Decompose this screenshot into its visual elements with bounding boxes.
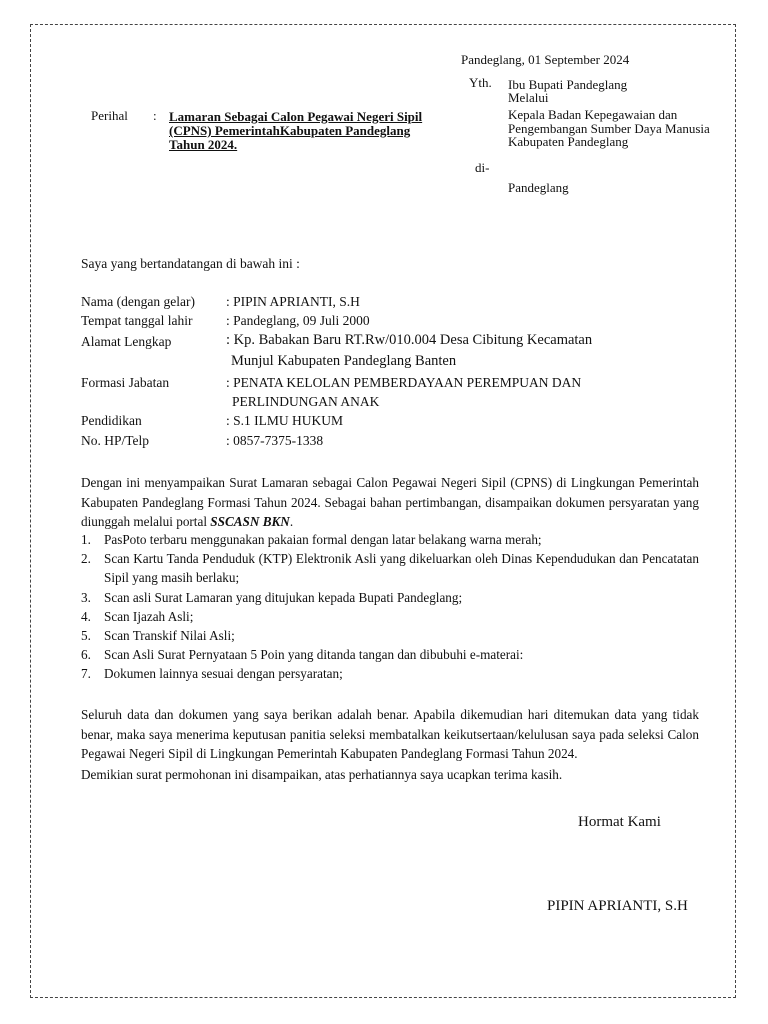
list-item xyxy=(81,626,699,645)
body-paragraph-2: Seluruh data dan dokumen yang saya berikan adalah benar. Apabila dikemudian hari ditemukan data yang tidak benar, maka saya menerima keputusan panitia seleksi membatalkan keikutsertaan/kelulusan saya pada seleksi Calon Pegawai Negeri Sipil di Lingkungan Pemerintah Kabupaten Pandeglang Formasi Tahun 2024. xyxy=(81,707,699,761)
name-label: Nama (dengan gelar) xyxy=(81,294,195,309)
education-label: Pendidikan xyxy=(81,413,142,428)
list-text: Scan asli Surat Lamaran yang ditujukan kepada Bupati Pandeglang; xyxy=(104,589,463,605)
list-number: 7. xyxy=(81,666,91,682)
list-item xyxy=(81,607,699,626)
list-number: 2. xyxy=(81,551,91,567)
list-item xyxy=(81,530,699,549)
birth-label: Tempat tanggal lahir xyxy=(81,313,193,328)
document-list xyxy=(81,530,699,684)
list-item xyxy=(81,645,699,664)
list-number: 5. xyxy=(81,628,91,644)
list-text: Scan Transkif Nilai Asli; xyxy=(104,628,235,644)
list-item xyxy=(81,664,699,683)
formation-label: Formasi Jabatan xyxy=(81,375,170,390)
subject-line-3: Tahun 2024. xyxy=(169,137,238,152)
list-number: 6. xyxy=(81,647,91,663)
list-text: Dokumen lainnya sesuai dengan persyaratan; xyxy=(104,666,343,682)
recipient-line-2: Melalui xyxy=(508,90,549,105)
list-number: 4. xyxy=(81,608,91,624)
formation-value-line-1: : PENATA KELOLAN PEMBERDAYAAN PEREMPUAN DAN xyxy=(226,375,582,390)
list-item xyxy=(81,588,699,607)
list-item xyxy=(81,549,699,587)
list-text: Scan Kartu Tanda Penduduk (KTP) Elektronik Asli yang dikeluarkan oleh Dinas Kependudukan dan Pencatatan Sipil yang masih berlaku; xyxy=(104,551,699,586)
subject-label: Perihal xyxy=(91,108,128,123)
list-number: 1. xyxy=(81,532,91,547)
paragraph-1-text: Dengan ini menyampaikan Surat Lamaran sebagai Calon Pegawai Negeri Sipil (CPNS) di Lingkungan Pemerintah Kabupaten Pandeglang Formasi Tahun 2024. Sebagai bahan pertimbangan, disampaikan dokumen persyaratan yang diunggah melalui portal xyxy=(81,475,699,529)
recipient-city: Pandeglang xyxy=(508,180,569,195)
yth-label: Yth. xyxy=(469,75,492,90)
list-text: Scan Ijazah Asli; xyxy=(104,608,194,624)
phone-label: No. HP/Telp xyxy=(81,433,150,448)
paragraph-1-end: . xyxy=(289,514,294,529)
signature-salutation: Hormat Kami xyxy=(578,814,661,830)
name-value: : PIPIN APRIANTI, S.H xyxy=(226,294,360,309)
address-value-line-1: : Kp. Babakan Baru RT.Rw/010.004 Desa Cibitung Kecamatan xyxy=(226,332,593,348)
recipient-line-4: Pengembangan Sumber Daya Manusia xyxy=(508,121,710,136)
subject-line-1: Lamaran Sebagai Calon Pegawai Negeri Sipil xyxy=(169,109,423,124)
di-label: di- xyxy=(475,160,490,175)
education-value: : S.1 ILMU HUKUM xyxy=(226,413,344,428)
phone-value: : 0857-7375-1338 xyxy=(226,433,324,448)
address-value-line-2: Munjul Kabupaten Pandeglang Banten xyxy=(231,353,457,369)
list-text: PasPoto terbaru menggunakan pakaian formal dengan latar belakang warna merah; xyxy=(104,532,542,547)
intro-text: Saya yang bertandatangan di bawah ini : xyxy=(81,256,300,271)
address-label: Alamat Lengkap xyxy=(81,334,172,349)
birth-value: : Pandeglang, 09 Juli 2000 xyxy=(226,313,370,328)
list-number: 3. xyxy=(81,589,91,605)
list-text: Scan Asli Surat Pernyataan 5 Poin yang ditanda tangan dan dibubuhi e-materai: xyxy=(104,647,524,663)
body-paragraph-1 xyxy=(81,473,699,532)
recipient-line-1: Ibu Bupati Pandeglang xyxy=(508,77,628,92)
subject-colon: : xyxy=(153,108,157,123)
recipient-line-3: Kepala Badan Kepegawaian dan xyxy=(508,107,678,122)
portal-name: SSCASN BKN xyxy=(210,514,290,529)
place-date: Pandeglang, 01 September 2024 xyxy=(461,52,630,67)
signature-name: PIPIN APRIANTI, S.H xyxy=(547,898,688,914)
closing-text: Demikian surat permohonan ini disampaikan, atas perhatiannya saya ucapkan terima kasih. xyxy=(81,767,563,782)
subject-line-2: (CPNS) PemerintahKabupaten Pandeglang xyxy=(169,123,411,138)
recipient-line-5: Kabupaten Pandeglang xyxy=(508,134,629,149)
formation-value-line-2: PERLINDUNGAN ANAK xyxy=(232,394,380,409)
